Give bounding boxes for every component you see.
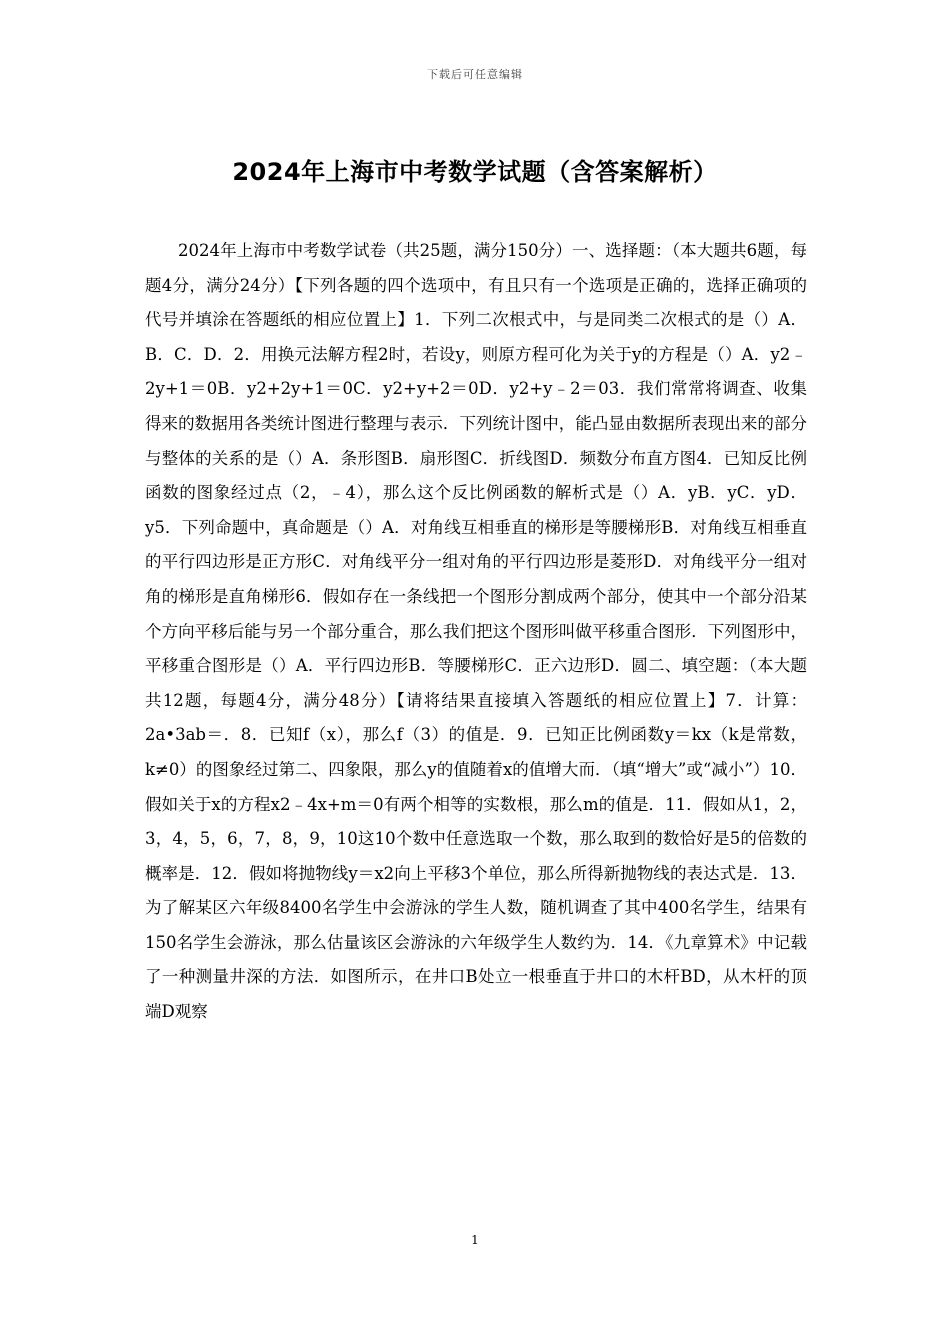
page-number: 1 [471, 1233, 479, 1247]
document-body [145, 234, 807, 1030]
document-title: 2024年上海市中考数学试题（含答案解析） [232, 158, 718, 186]
body-paragraph: 2024年上海市中考数学试卷（共25题，满分150分）一、选择题：（本大题共6题，每题4分，满分24分）【下列各题的四个选项中，有且只有一个选项是正确的，选择正确项的代号并填涂在答题纸的相应位置上】1．下列二次根式中，与是同类二次根式的是（）A．B．C．D．2．用换元法解方程2时，若设y，则原方程可化为关于y的方程是（）A．y2﹣2y+1＝0B．y2+2y+1＝0C．y2+y+2＝0D．y2+y﹣2＝03．我们常常将调查、收集得来的数据用各类统计图进行整理与表示．下列统计图中，能凸显由数据所表现出来的部分与整体的关系的是（）A．条形图B．扇形图C．折线图D．频数分布直方图4．已知反比例函数的图象经过点（2，﹣4），那么这个反比例函数的解析式是（）A．yB．yC．yD．y5．下列命题中，真命题是（）A．对角线互相垂直的梯形是等腰梯形B．对角线互相垂直的平行四边形是正方形C．对角线平分一组对角的平行四边形是菱形D．对角线平分一组对角的梯形是直角梯形6．假如存在一条线把一个图形分割成两个部分，使其中一个部分沿某个方向平移后能与另一个部分重合，那么我们把这个图形叫做平移重合图形．下列图形中，平移重合图形是（）A．平行四边形B．等腰梯形C．正六边形D．圆二、填空题：（本大题共12题，每题4分，满分48分）【请将结果直接填入答题纸的相应位置上】7．计算：2a•3ab＝．8．已知f（x），那么f（3）的值是．9．已知正比例函数y＝kx（k是常数，k≠0）的图象经过第二、四象限，那么y的值随着x的值增大而．（填“增大”或“减小”）10．假如关于x的方程x2﹣4x+m＝0有两个相等的实数根，那么m的值是．11．假如从1，2，3，4，5，6，7，8，9，10这10个数中任意选取一个数，那么取到的数恰好是5的倍数的概率是．12．假如将抛物线y＝x2向上平移3个单位，那么所得新抛物线的表达式是．13．为了解某区六年级8400名学生中会游泳的学生人数，随机调查了其中400名学生，结果有150名学生会游泳，那么估量该区会游泳的六年级学生人数约为．14．《九章算术》中记载了一种测量井深的方法．如图所示，在井口B处立一根垂直于井口的木杆BD，从木杆的顶端D观察 [145, 241, 807, 1022]
page-header-note: 下载后可任意编辑 [427, 68, 523, 81]
